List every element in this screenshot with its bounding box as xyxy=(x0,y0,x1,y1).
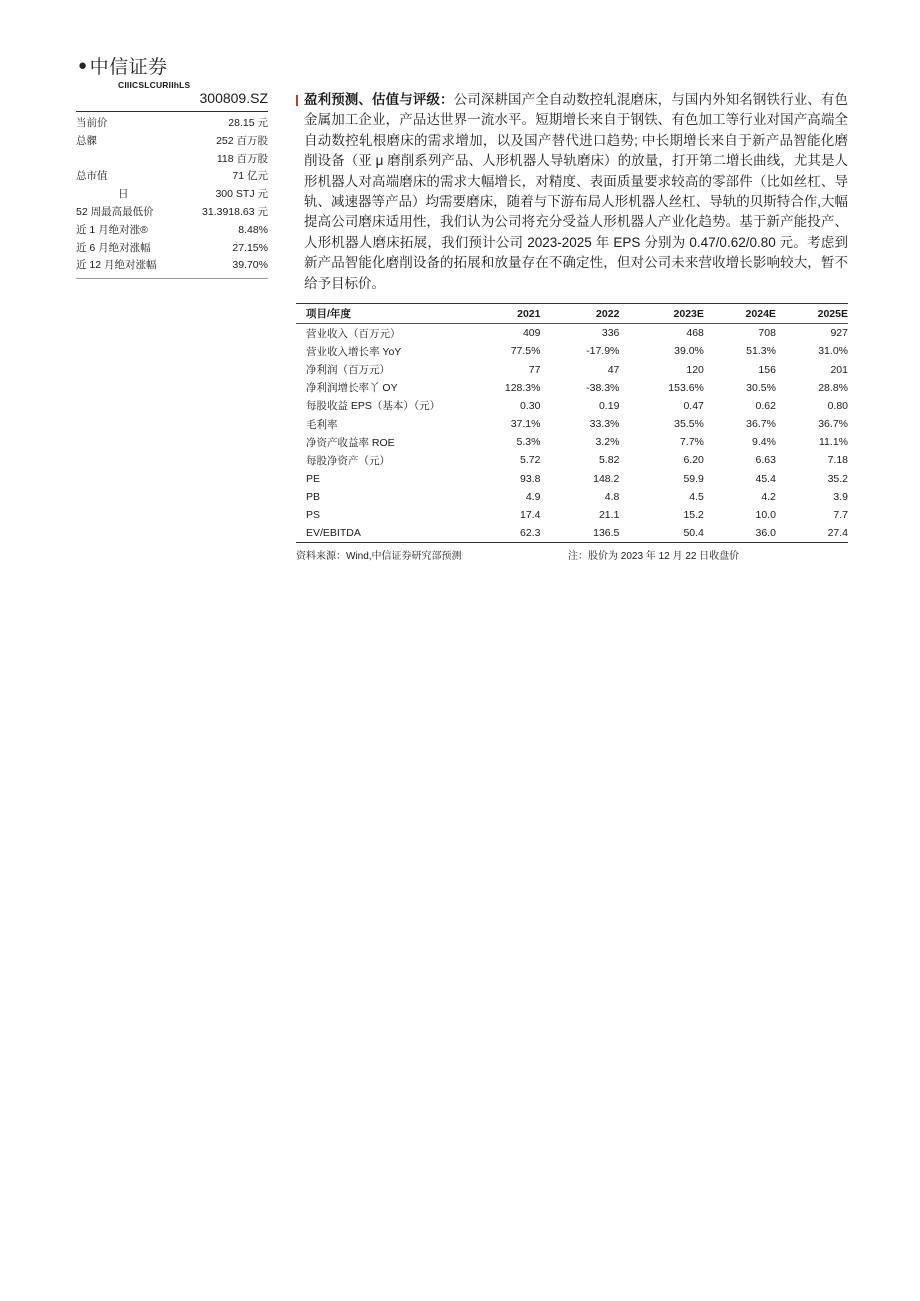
table-cell: 3.2% xyxy=(595,436,620,449)
table-cell: 0.80 xyxy=(827,399,848,412)
table-cell: 37.1% xyxy=(510,418,541,431)
table-cell: 27.4 xyxy=(776,524,848,543)
table-cell: 0.19 xyxy=(598,399,620,412)
main-content xyxy=(296,90,848,562)
table-row xyxy=(296,433,848,451)
table-cell: 62.3 xyxy=(456,524,540,543)
table-cell: 409 xyxy=(522,327,541,340)
logo-subtitle: CIIICSLCURIIhLS xyxy=(118,80,191,90)
table-cell: 4.2 xyxy=(761,490,776,503)
row-label: EV/EBITDA xyxy=(296,524,456,543)
table-cell: 9.4% xyxy=(751,436,776,449)
table-cell: 148.2 xyxy=(593,472,620,485)
row-label: 营业收入（百万元） xyxy=(306,327,401,340)
stat-label: 总市值 xyxy=(76,170,108,183)
table-cell: 4.9 xyxy=(525,490,541,503)
table-cell: 39.0% xyxy=(674,345,704,358)
column-header: 2023E xyxy=(619,304,703,324)
table-cell: 0.47 xyxy=(683,399,704,412)
table-cell: 6.63 xyxy=(755,454,776,467)
table-cell: 93.8 xyxy=(520,472,541,485)
stat-value: 118 百万股 xyxy=(216,152,268,165)
table-cell: 3.9 xyxy=(833,490,848,503)
table-cell: 136.5 xyxy=(540,524,619,543)
stat-value: 300 STJ 元 xyxy=(215,188,268,201)
row-label: 净利润（百万元） xyxy=(306,364,390,377)
table-cell: 50.4 xyxy=(619,524,703,543)
table-row xyxy=(296,342,848,360)
table-row xyxy=(296,397,848,415)
table-row xyxy=(296,360,848,378)
table-cell: 36.7% xyxy=(746,418,776,431)
table-cell: 4.5 xyxy=(689,490,704,503)
table-row xyxy=(296,415,848,433)
table-cell: 336 xyxy=(601,327,620,340)
table-cell: 59.9 xyxy=(683,472,704,485)
stock-info-panel xyxy=(76,90,268,279)
financial-forecast-table xyxy=(296,303,848,543)
table-cell: 120 xyxy=(686,363,704,376)
stat-label: 总髁 xyxy=(76,134,97,147)
stat-value: 28.15 元 xyxy=(228,117,268,129)
stat-row xyxy=(76,204,268,222)
price-note: 注：股价为 2023 年 12 月 22 日收盘价 xyxy=(568,551,740,563)
table-cell: 51.3% xyxy=(746,345,776,358)
stat-value: 39.70% xyxy=(232,259,268,272)
table-cell: 10.0 xyxy=(755,509,776,522)
stat-label: 当前价 xyxy=(76,117,108,129)
stat-row xyxy=(76,240,268,258)
column-header: 2025E xyxy=(776,304,848,324)
table-cell: 36.7% xyxy=(818,418,848,431)
table-cell: 156 xyxy=(758,363,776,376)
table-cell: 153.6% xyxy=(668,381,704,394)
table-cell: 47 xyxy=(607,363,620,376)
stat-row xyxy=(76,186,268,204)
table-row xyxy=(296,324,848,343)
table-cell: 0.30 xyxy=(520,399,541,412)
table-cell: 77.5% xyxy=(510,345,541,358)
table-cell: 15.2 xyxy=(683,509,704,522)
stat-row xyxy=(76,133,268,151)
table-cell: 5.3% xyxy=(516,436,541,449)
table-row xyxy=(296,470,848,488)
table-cell: -38.3% xyxy=(586,381,620,394)
stat-value: 252 百万股 xyxy=(216,134,268,147)
table-row xyxy=(296,488,848,506)
table-cell: 708 xyxy=(758,327,776,340)
stat-label: 近 1 月绝对涨® xyxy=(76,223,148,236)
section-marker-icon xyxy=(296,95,298,106)
bullet-icon: ● xyxy=(78,57,88,74)
table-cell: 30.5% xyxy=(746,381,776,394)
table-cell: 5.72 xyxy=(520,454,541,467)
stat-row xyxy=(76,151,268,169)
table-row xyxy=(296,506,848,524)
summary-paragraph xyxy=(296,90,848,294)
stat-value: 27.15% xyxy=(232,241,268,254)
stat-label: 近 12 月绝对涨幅 xyxy=(76,259,157,272)
table-cell: 33.3% xyxy=(589,418,620,431)
table-cell: 927 xyxy=(830,327,848,340)
stat-value: 31.3918.63 元 xyxy=(202,205,268,218)
row-label: PB xyxy=(306,490,321,503)
stat-label: 52 周最高最低价 xyxy=(76,205,154,218)
stat-row xyxy=(76,168,268,186)
row-label: 每股收益 EPS（基本）（元） xyxy=(306,400,441,413)
table-cell: 7.7% xyxy=(679,436,704,449)
table-cell: 6.20 xyxy=(683,454,704,467)
column-header: 2021 xyxy=(456,304,540,324)
stock-stats xyxy=(76,115,268,275)
table-cell: 28.8% xyxy=(818,381,848,394)
logo-title xyxy=(78,52,190,79)
table-row xyxy=(296,451,848,469)
logo-text: 中信证券 xyxy=(89,57,168,78)
row-label: 营业收入增长率 YoY xyxy=(306,345,402,358)
table-cell: -17.9% xyxy=(586,345,620,358)
stat-row xyxy=(76,257,268,275)
table-cell: 35.5% xyxy=(674,418,704,431)
source-note: 资料来源：Wind,中信证券研究部预测 xyxy=(296,551,462,563)
table-notes xyxy=(296,547,848,562)
row-label: 每股净资产（元） xyxy=(306,454,390,467)
row-label: PS xyxy=(306,509,321,522)
table-row xyxy=(296,379,848,397)
table-cell: 45.4 xyxy=(755,472,776,485)
table-body xyxy=(296,324,848,543)
table-cell: 7.18 xyxy=(827,454,848,467)
table-cell: 11.1% xyxy=(819,436,848,449)
table-cell: 4.8 xyxy=(604,490,620,503)
row-label: 毛利率 xyxy=(306,418,338,431)
table-row xyxy=(296,524,848,543)
row-label: 净资产收益率 ROE xyxy=(306,436,395,449)
table-cell: 17.4 xyxy=(520,509,541,522)
column-header: 2022 xyxy=(540,304,619,324)
table-cell: 36.0 xyxy=(704,524,776,543)
summary-body: 公司深耕国产全自动数控轧混磨床，与国内外知名钢铁行业、有色金属加工企业，产品达世界一流水平。短期增长来自于钢铁、有色加工等行业对国产高端全自动数控轧根磨床的需求增加，以及国产替代进口趋势; 中长期增长来自于新产品智能化磨削设备（亚 μ 磨削系列产品、人形机器人导轨磨床）的放量，打开第二增长曲线，尤其是人形机器人对高端磨床的需求大幅增长，对精度、表面质量要求较高的零部件（比如丝杠、导轨、减速器等产品）均需要磨床，随着与下游布局人形机器人丝杠、导轨的贝斯特合作,大幅提高公司磨床适用性，我们认为公司将充分受益人形机器人产业化趋势。基于新产能投产、人形机器人磨床拓展，我们预计公司 2023-2025 年 EPS 分别为 0.47/0.62/0.80 元。考虑到新产品智能化磨削设备的拓展和放量存在不确定性，但对公司未来营收增长影响较大，暂不给予目标价。 xyxy=(304,92,849,291)
table-cell: 21.1 xyxy=(598,509,620,522)
stat-value: 8.48% xyxy=(238,223,268,236)
stat-value: 71 亿元 xyxy=(232,170,268,183)
stat-row xyxy=(76,115,268,133)
table-cell: 35.2 xyxy=(827,472,848,485)
table-cell: 31.0% xyxy=(818,345,848,358)
table-cell: 128.3% xyxy=(504,381,541,394)
table-cell: 7.7 xyxy=(833,509,848,522)
table-cell: 201 xyxy=(830,363,848,376)
row-label: PE xyxy=(306,472,321,485)
stat-label: 日 xyxy=(118,188,129,201)
table-cell: 77 xyxy=(528,363,541,376)
table-cell: 0.62 xyxy=(755,399,776,412)
summary-heading: 盈利预测、估值与评级： xyxy=(304,92,454,107)
column-header: 项目/年度 xyxy=(296,304,456,324)
table-header-row xyxy=(296,304,848,324)
stock-ticker: 300809.SZ xyxy=(76,90,268,112)
stat-row xyxy=(76,222,268,240)
column-header: 2024E xyxy=(704,304,776,324)
logo xyxy=(78,52,190,90)
table-cell: 5.82 xyxy=(598,454,620,467)
row-label: 净利润增长率丫 OY xyxy=(306,382,398,395)
table-cell: 468 xyxy=(686,327,704,340)
stats-divider xyxy=(76,278,268,279)
stat-label: 近 6 月绝对涨幅 xyxy=(76,241,151,254)
